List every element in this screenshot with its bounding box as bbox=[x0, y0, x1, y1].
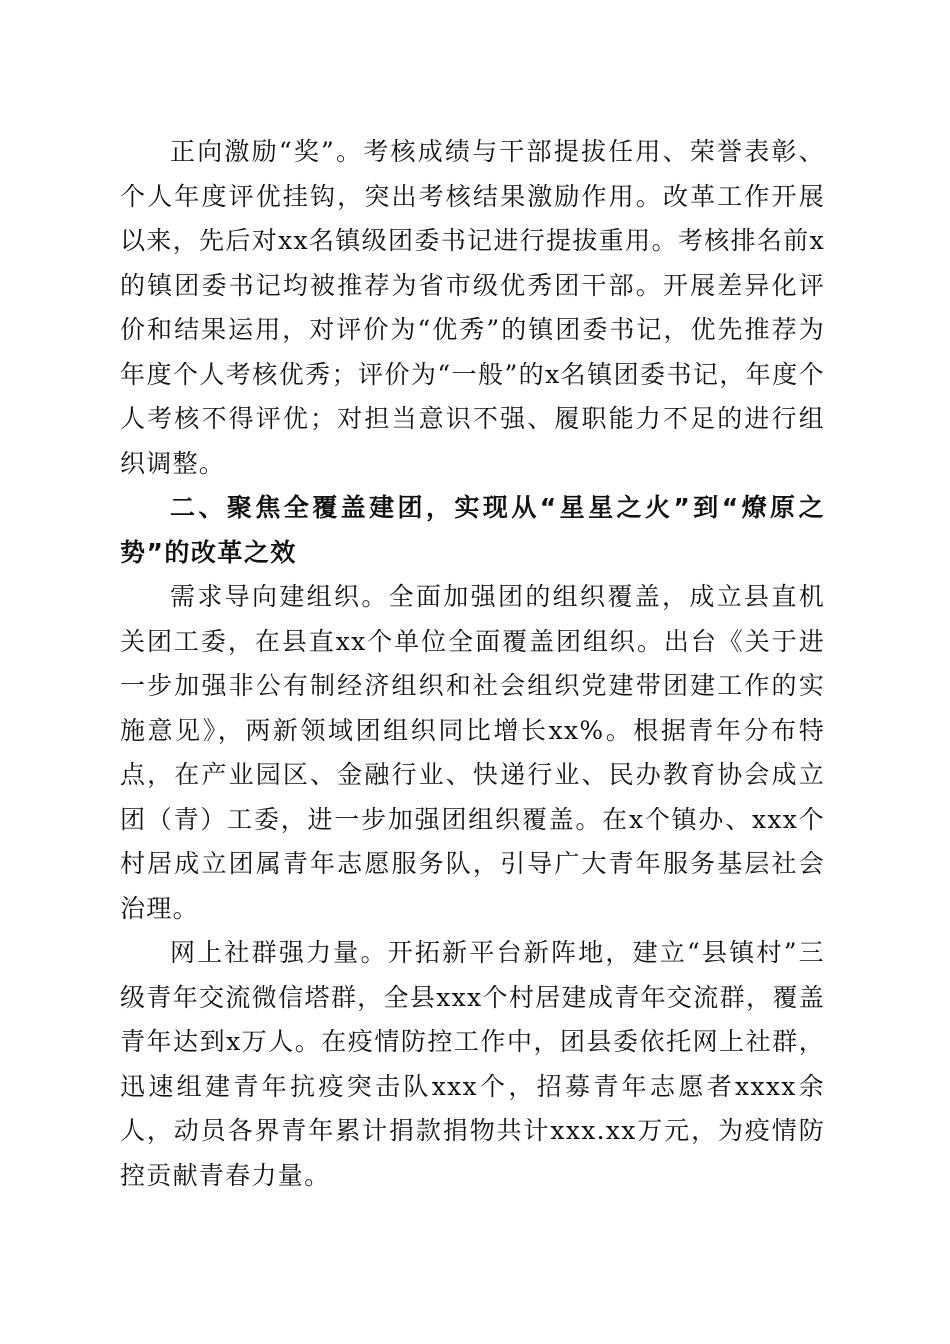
section-heading-two: 二、聚焦全覆盖建团，实现从“星星之火”到“燎原之势”的改革之效 bbox=[120, 493, 825, 567]
document-body bbox=[120, 130, 825, 1198]
paragraph-positive-incentive: 正向激励“奖”。考核成绩与干部提拔任用、荣誉表彰、个人年度评优挂钩，突出考核结果激励作用。改革工作开展以来，先后对xx名镇级团委书记进行提拔重用。考核排名前x的镇团委书记均被推荐为省市级优秀团干部。开展差异化评价和结果运用，对评价为“优秀”的镇团委书记，优先推荐为年度个人考核优秀；评价为“一般”的x名镇团委书记，年度个人考核不得评优；对担当意识不强、履职能力不足的进行组织调整。 bbox=[120, 137, 825, 478]
paragraph-demand-oriented-organization: 需求导向建组织。全面加强团的组织覆盖，成立县直机关团工委，在县直xx个单位全面覆盖团组织。出台《关于进一步加强非公有制经济组织和社会组织党建带团建工作的实施意见》，两新领域团组织同比增长xx%。根据青年分布特点，在产业园区、金融行业、快递行业、民办教育协会成立团（青）工委，进一步加强团组织覆盖。在x个镇办、xxx个村居成立团属青年志愿服务队，引导广大青年服务基层社会治理。 bbox=[120, 582, 825, 923]
paragraph-online-community: 网上社群强力量。开拓新平台新阵地，建立“县镇村”三级青年交流微信塔群，全县xxx个村居建成青年交流群，覆盖青年达到x万人。在疫情防控工作中，团县委依托网上社群，迅速组建青年抗疫突击队xxx个，招募青年志愿者xxxx余人，动员各界青年累计捐款捐物共计xxx.xx万元，为疫情防控贡献青春力量。 bbox=[120, 938, 825, 1190]
